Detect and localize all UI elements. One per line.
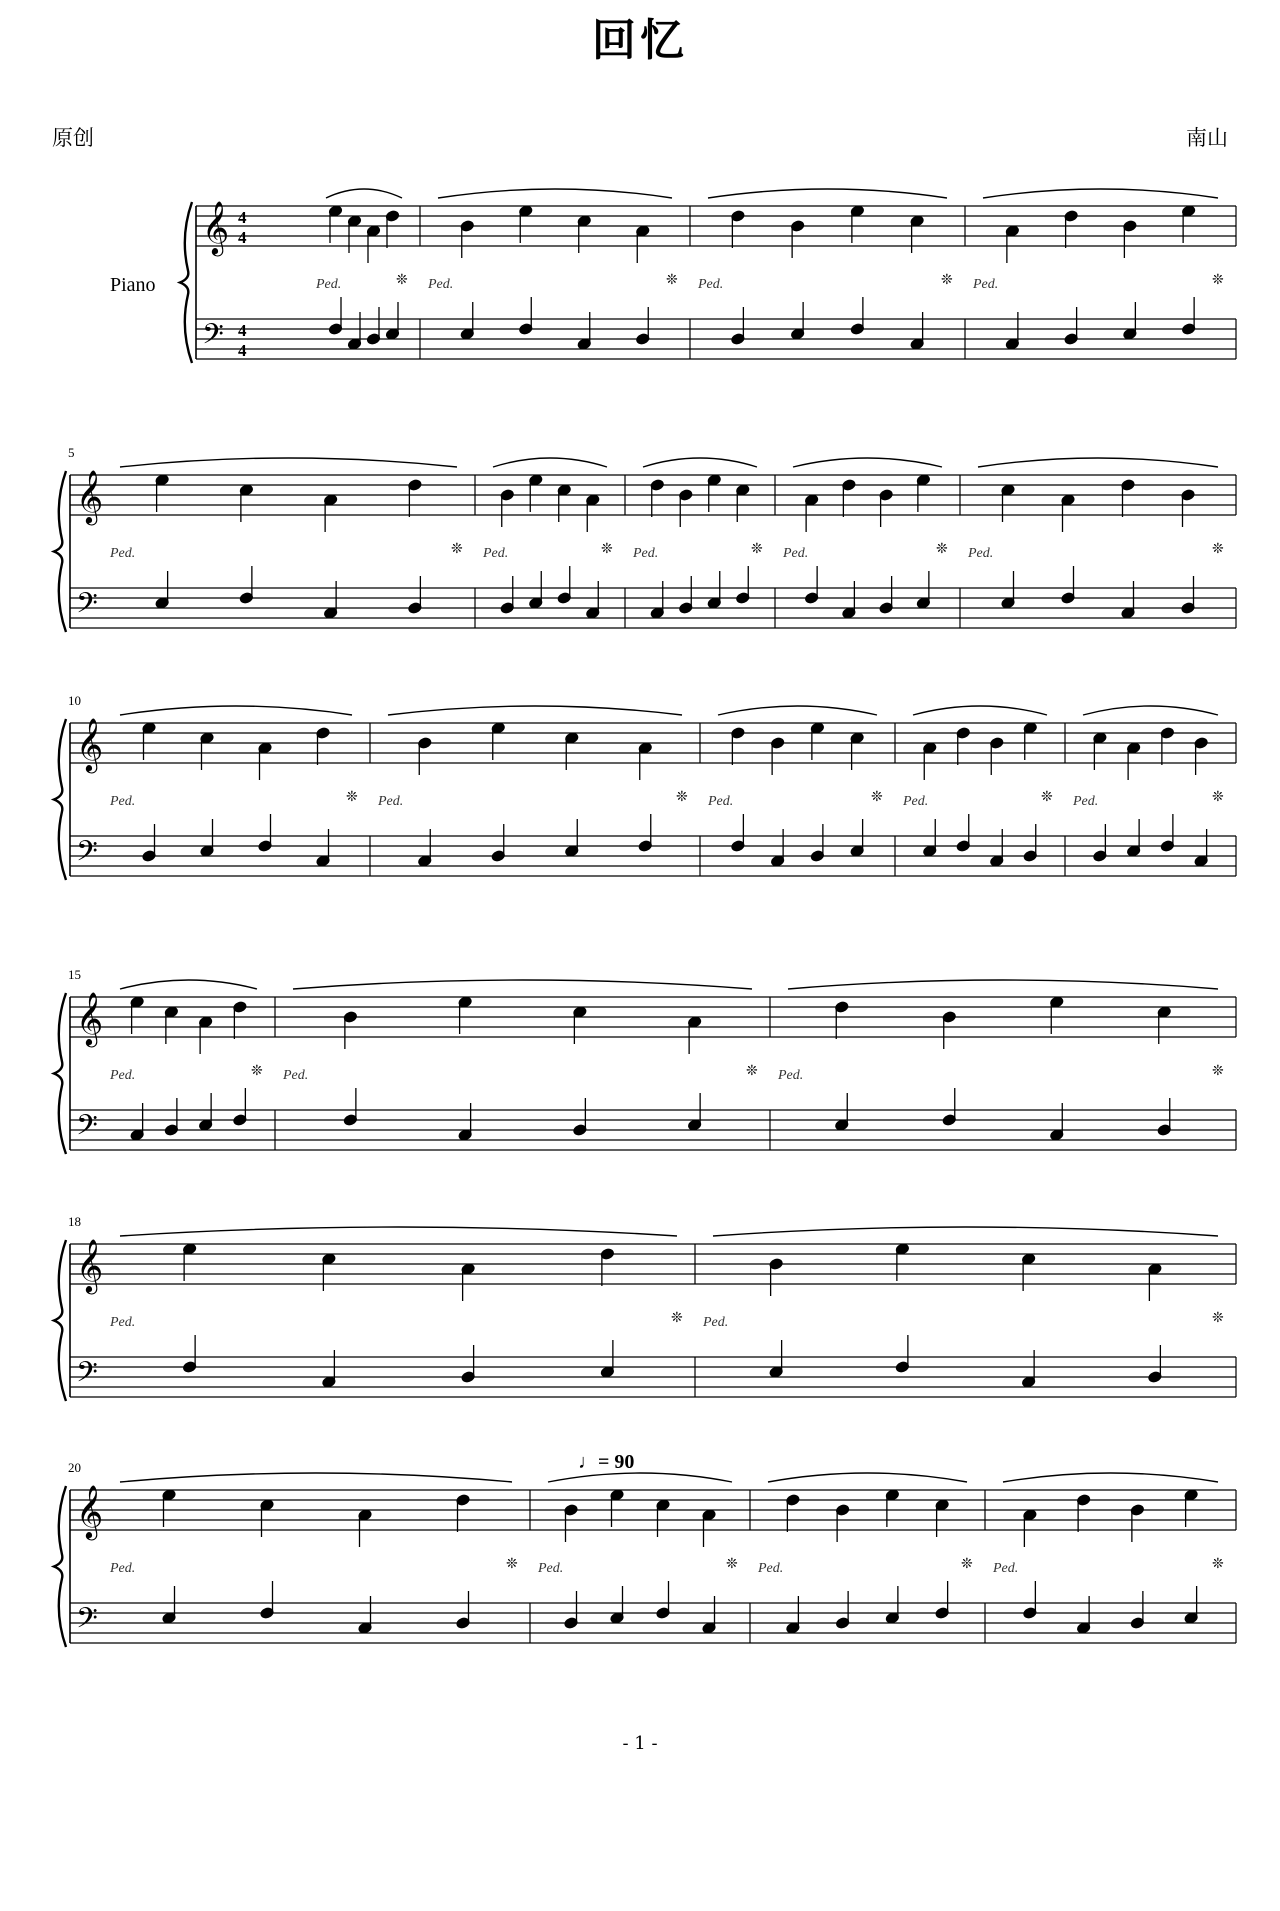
pedal-mark: Ped.: [993, 1561, 1019, 1576]
brace: [180, 202, 192, 363]
slur: [793, 458, 942, 467]
pedal-release-icon: ❊: [666, 272, 678, 288]
slur: [788, 980, 1218, 989]
pedal-release-icon: ❊: [1212, 1556, 1224, 1572]
page-number: - 1 -: [622, 1733, 658, 1754]
slur: [120, 1473, 512, 1482]
measure-number: 10: [68, 693, 81, 708]
tempo-marking: ♩= 90: [578, 1451, 635, 1473]
slur: [718, 706, 877, 715]
time-signature-bass: 4: [238, 341, 247, 360]
pedal-release-icon: ❊: [1212, 1310, 1224, 1326]
slur: [293, 980, 752, 989]
brace: [54, 993, 66, 1154]
system-2: [54, 445, 1236, 632]
pedal-mark: Ped.: [110, 1315, 136, 1330]
pedal-mark: Ped.: [483, 546, 509, 561]
bass-clef-icon: 𝄢: [76, 1602, 98, 1642]
pedal-release-icon: ❊: [871, 789, 883, 805]
measure-number: 18: [68, 1214, 81, 1229]
pedal-release-icon: ❊: [751, 541, 763, 557]
slur: [768, 1473, 967, 1482]
slur: [493, 458, 607, 467]
slur: [913, 706, 1047, 715]
pedal-release-icon: ❊: [941, 272, 953, 288]
slur: [643, 458, 757, 467]
pedal-mark: Ped.: [708, 794, 734, 809]
pedal-release-icon: ❊: [1212, 272, 1224, 288]
pedal-release-icon: ❊: [506, 1556, 518, 1572]
treble-clef-icon: 𝄞: [76, 1484, 104, 1538]
brace: [54, 471, 66, 632]
pedal-release-icon: ❊: [726, 1556, 738, 1572]
pedal-mark: Ped.: [973, 277, 999, 292]
treble-clef-icon: 𝄞: [76, 991, 104, 1045]
pedal-release-icon: ❊: [676, 789, 688, 805]
pedal-release-icon: ❊: [1041, 789, 1053, 805]
pedal-release-icon: ❊: [396, 272, 408, 288]
system-4: [54, 967, 1236, 1154]
slur: [388, 706, 682, 715]
instrument-label: Piano: [110, 274, 156, 296]
pedal-release-icon: ❊: [746, 1063, 758, 1079]
slur: [120, 458, 457, 467]
pedal-mark: Ped.: [1073, 794, 1099, 809]
pedal-mark: Ped.: [968, 546, 994, 561]
pedal-mark: Ped.: [538, 1561, 564, 1576]
slur: [120, 706, 352, 715]
pedal-mark: Ped.: [698, 277, 724, 292]
pedal-mark: Ped.: [378, 794, 404, 809]
slur: [983, 189, 1218, 198]
system-5: [54, 1214, 1236, 1401]
bass-clef-icon: 𝄢: [76, 1109, 98, 1149]
pedal-mark: Ped.: [110, 1561, 136, 1576]
time-signature-bass: 4: [238, 321, 247, 340]
pedal-release-icon: ❊: [601, 541, 613, 557]
pedal-mark: Ped.: [110, 546, 136, 561]
pedal-mark: Ped.: [428, 277, 454, 292]
pedal-release-icon: ❊: [936, 541, 948, 557]
composer-left: 原创: [52, 126, 94, 150]
pedal-release-icon: ❊: [961, 1556, 973, 1572]
bass-clef-icon: 𝄢: [76, 587, 98, 627]
brace: [54, 1486, 66, 1647]
pedal-mark: Ped.: [703, 1315, 729, 1330]
brace: [54, 1240, 66, 1401]
brace: [54, 719, 66, 880]
slur: [978, 458, 1218, 467]
pedal-mark: Ped.: [110, 1068, 136, 1083]
pedal-mark: Ped.: [283, 1068, 309, 1083]
measure-number: 5: [68, 445, 75, 460]
pedal-release-icon: ❊: [451, 541, 463, 557]
pedal-mark: Ped.: [316, 277, 342, 292]
treble-clef-icon: 𝄞: [202, 200, 230, 254]
system-1: [180, 189, 1236, 363]
bass-clef-icon: 𝄢: [76, 835, 98, 875]
bass-clef-icon: 𝄢: [76, 1356, 98, 1396]
composer-right: 南山: [1186, 126, 1228, 150]
slur: [120, 1227, 677, 1236]
pedal-release-icon: ❊: [671, 1310, 683, 1326]
pedal-mark: Ped.: [633, 546, 659, 561]
time-signature-treble: 4: [238, 208, 247, 227]
pedal-release-icon: ❊: [251, 1063, 263, 1079]
score-title: 回忆: [592, 15, 688, 66]
treble-clef-icon: 𝄞: [76, 469, 104, 523]
measure-number: 20: [68, 1460, 81, 1475]
slur: [708, 189, 947, 198]
slur: [548, 1473, 732, 1482]
bass-clef-icon: 𝄢: [202, 318, 224, 358]
treble-clef-icon: 𝄞: [76, 1238, 104, 1292]
pedal-mark: Ped.: [783, 546, 809, 561]
slur: [713, 1227, 1218, 1236]
system-3: [54, 693, 1236, 880]
slur: [120, 980, 257, 989]
pedal-release-icon: ❊: [346, 789, 358, 805]
pedal-mark: Ped.: [903, 794, 929, 809]
pedal-release-icon: ❊: [1212, 1063, 1224, 1079]
system-6: [54, 1460, 1236, 1647]
pedal-release-icon: ❊: [1212, 789, 1224, 805]
slur: [1003, 1473, 1218, 1482]
pedal-mark: Ped.: [758, 1561, 784, 1576]
measure-number: 15: [68, 967, 81, 982]
time-signature-treble: 4: [238, 228, 247, 247]
slur: [438, 189, 672, 198]
pedal-release-icon: ❊: [1212, 541, 1224, 557]
slur: [326, 189, 402, 198]
slur: [1083, 706, 1218, 715]
treble-clef-icon: 𝄞: [76, 717, 104, 771]
pedal-mark: Ped.: [110, 794, 136, 809]
pedal-mark: Ped.: [778, 1068, 804, 1083]
